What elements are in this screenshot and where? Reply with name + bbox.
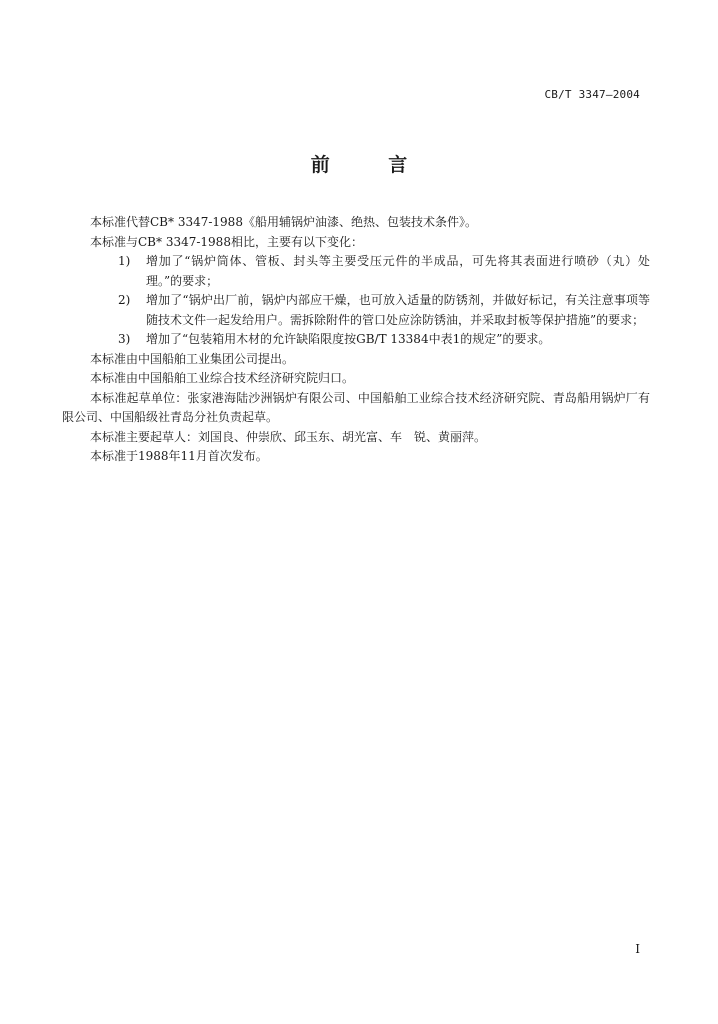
paragraph-drafting-units: 本标准起草单位：张家港海陆沙洲锅炉有限公司、中国船舶工业综合技术经济研究院、青岛船用锅炉厂有限公司、中国船级社青岛分社负责起草。 [62,390,650,424]
paragraph-proposed-by: 本标准由中国船舶工业集团公司提出。 [90,351,295,366]
paragraph-drafters: 本标准主要起草人：刘国良、仲崇欣、邱玉东、胡光富、车 锐、黄丽萍。 [90,429,487,444]
list-item [62,252,650,291]
page-title: 前 言 [310,154,434,176]
foreword-body [62,213,650,467]
paragraph-changes-intro: 本标准与CB* 3347-1988相比，主要有以下变化： [90,234,363,249]
list-item [62,291,650,330]
list-item-number: 3) [118,332,131,346]
page-number: I [635,942,640,956]
list-item [62,330,650,350]
list-item-text: 增加了“包装箱用木材的允许缺陷限度按GB/T 13384中表1的规定”的要求。 [146,332,551,346]
list-item-text: 增加了“锅炉筒体、管板、封头等主要受压元件的半成品，可先将其表面进行喷砂（丸）处理。”的要求； [146,254,650,288]
list-item-number: 2) [118,293,131,307]
list-item-text: 增加了“锅炉出厂前，锅炉内部应干燥，也可放入适量的防锈剂，并做好标记，有关注意事项等随技术文件一起发给用户。需拆除附件的管口处应涂防锈油，并采取封板等保护措施”的要求； [146,293,650,327]
paragraph-replaces: 本标准代替CB* 3347-1988《船用辅锅炉油漆、绝热、包装技术条件》。 [90,215,477,229]
list-item-number: 1) [118,254,131,268]
standard-code: CB/T 3347—2004 [544,88,640,101]
paragraph-administered-by: 本标准由中国船舶工业综合技术经济研究院归口。 [90,371,355,385]
paragraph-first-issued: 本标准于1988年11月首次发布。 [90,449,268,463]
